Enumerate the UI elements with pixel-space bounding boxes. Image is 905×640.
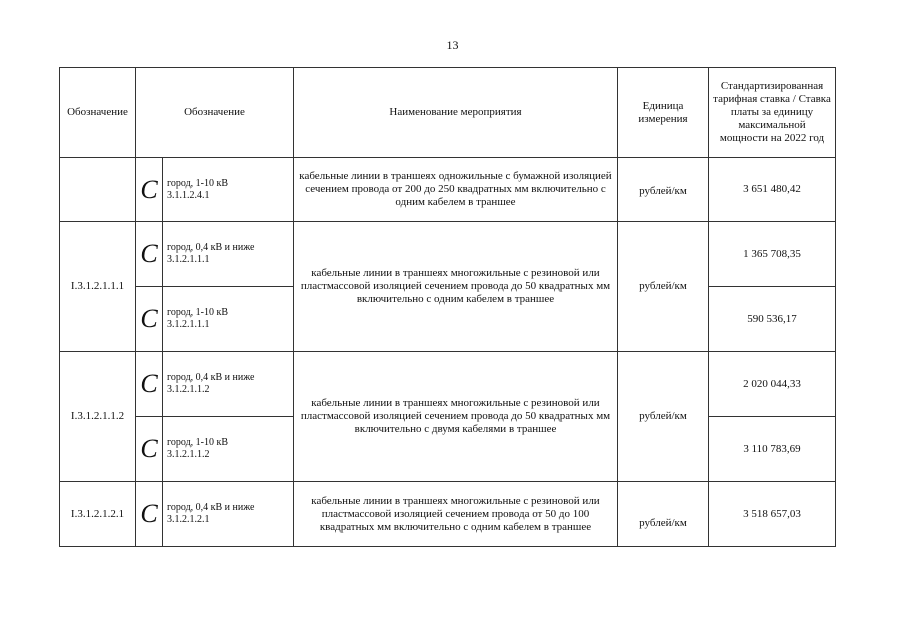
row-unit: рублей/км <box>618 352 709 482</box>
location-code: 3.1.1.2.4.1 <box>167 189 210 201</box>
cable-symbol-icon: C <box>136 482 163 547</box>
row-rate: 590 536,17 <box>709 287 836 352</box>
row-location <box>163 352 294 417</box>
row-unit: рублей/км <box>618 158 709 222</box>
location-label: город, 0,4 кВ и ниже <box>167 242 255 253</box>
cable-symbol-icon: C <box>136 158 163 222</box>
table-row <box>60 352 836 417</box>
row-code <box>60 158 136 222</box>
header-unit: Единица измерения <box>618 68 709 158</box>
row-description: кабельные линии в траншеях одножильные с бумажной изоляцией сечением провода от 200 до 250 квадратных мм включительно с одним кабелем в траншее <box>294 158 618 222</box>
cable-symbol-icon: C <box>136 287 163 352</box>
row-description: кабельные линии в траншеях многожильные с резиновой или пластмассовой изоляцией сечением провода от 50 до 100 квадратных мм включительно с одним кабелем в траншее <box>294 482 618 547</box>
location-label: город, 1-10 кВ <box>167 437 229 448</box>
location-label: город, 0,4 кВ и ниже <box>167 502 255 513</box>
table-row <box>60 222 836 287</box>
row-description: кабельные линии в траншеях многожильные с резиновой или пластмассовой изоляцией сечением провода до 50 квадратных мм включительно с двумя кабелями в траншее <box>294 352 618 482</box>
tariff-table <box>59 67 836 547</box>
row-rate: 3 518 657,03 <box>709 482 836 547</box>
location-label: город, 0,4 кВ и ниже <box>167 372 255 383</box>
cable-symbol-icon: C <box>136 222 163 287</box>
header-designation-2: Обозначение <box>136 68 294 158</box>
row-code: I.3.1.2.1.2.1 <box>60 482 136 547</box>
header-designation: Обозначение <box>60 68 136 158</box>
row-location <box>163 287 294 352</box>
location-code: 3.1.2.1.1.2 <box>167 449 210 460</box>
header-activity: Наименование мероприятия <box>294 68 618 158</box>
cable-symbol-icon: C <box>136 417 163 482</box>
row-rate: 2 020 044,33 <box>709 352 836 417</box>
row-location <box>163 222 294 287</box>
row-rate: 3 651 480,42 <box>709 158 836 222</box>
row-location <box>163 158 294 222</box>
header-rate: Стандартизированная тарифная ставка / Ставка платы за единицу максимальной мощности на 2022 год <box>709 68 836 158</box>
cable-symbol-icon: C <box>136 352 163 417</box>
table-row <box>60 158 836 222</box>
row-unit: рублей/км <box>618 482 709 547</box>
row-code: I.3.1.2.1.1.2 <box>60 352 136 482</box>
row-location <box>163 482 294 547</box>
row-unit: рублей/км <box>618 222 709 352</box>
row-rate: 1 365 708,35 <box>709 222 836 287</box>
location-code: 3.1.2.1.2.1 <box>167 514 210 525</box>
location-code: 3.1.2.1.1.1 <box>167 254 210 265</box>
location-label: город, 1-10 кВ <box>167 177 229 189</box>
location-label: город, 1-10 кВ <box>167 307 229 318</box>
row-location <box>163 417 294 482</box>
row-rate: 3 110 783,69 <box>709 417 836 482</box>
header-row <box>60 68 836 158</box>
location-code: 3.1.2.1.1.1 <box>167 319 210 330</box>
row-code: I.3.1.2.1.1.1 <box>60 222 136 352</box>
page-number: 13 <box>446 38 459 52</box>
location-code: 3.1.2.1.1.2 <box>167 384 210 395</box>
table-row <box>60 482 836 547</box>
row-description: кабельные линии в траншеях многожильные с резиновой или пластмассовой изоляцией сечением провода до 50 квадратных мм включительно с одним кабелем в траншее <box>294 222 618 352</box>
